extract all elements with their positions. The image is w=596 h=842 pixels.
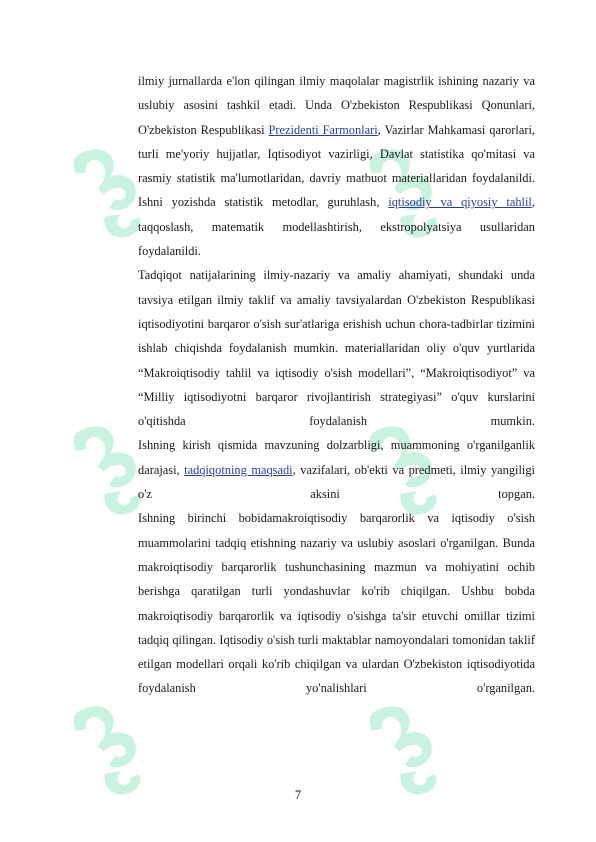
- text-span: , Vazirlar Mahkamasi qarorlari, turli me'yoriy hujjatlar, Iqtisodiyot vazirligi, Davlat statistika qo'mitasi va rasmiy statistik ma'lumotlaridan, davriy matbuot materiallaridan foydalanildi. Ishni yozishda statistik metodlar, guruhlash,: [138, 122, 535, 210]
- document-body: [138, 69, 535, 701]
- text-span: Ishning birinchi bobidamakroiqtisodiy barqarorlik va iqtisodiy o'sish muammolarini tadqiq etishning nazariy va uslubiy asoslari o'rganilgan. Bunda makroiqtisodiy barqarorlik tushunchasining mazmun va mohiyatini ochib berishga qaratilgan turli yondashuvlar ko'rib chiqilgan. Ushbu bobda makroiqtisodiy barqarorlik va iqtisodiy o'sishga ta'sir etuvchi omillar tizimi tadqiq qilingan. Iqtisodiy o'sish turli maktablar namoyondalari tomonidan taklif etilgan modellari orqali ko'rib chiqilgan va ulardan O'zbekiston iqtisodiyotida foydalanish yo'nalishlari o'rganilgan.: [138, 511, 535, 696]
- link-prezidenti-farmonlari[interactable]: Prezidenti Farmonlari: [268, 122, 378, 137]
- text-span: , taqqoslash, matematik modellashtirish, ekstropolyatsiya usullaridan foydalanildi.: [138, 195, 535, 259]
- paragraph-chapter-one: [138, 506, 535, 700]
- text-span: Tadqiqot natijalarining ilmiy-nazariy va amaliy ahamiyati, shundaki unda tavsiya etilgan ilmiy taklif va amaliy tavsiyalardan O'zbekiston Respublikasi iqtisodiyotini barqaror o'sish sur'atlariga erishish uchun chora-tadbirlar tizimini ishlab chiqishda foydalanish mumkin. materiallaridan oliy o'quv yurtlarida “Makroiqtisodiy tahlil va iqtisodiy o'sish modellari”, “Makroiqtisodiyot” va “Milliy iqtisodiyotni barqaror rivojlantirish strategiyasi” o'quv kurslarini o'qitishda foydalanish mumkin.: [138, 268, 535, 429]
- text-span: ilmiy jurnallarda e'lon qilingan ilmiy maqolalar magistrlik ishining nazariy va uslubiy asosini tashkil etadi. Unda O'zbekiston Respublikasi Qonunlari, O'zbekiston Respublikasi: [138, 74, 535, 137]
- text-span: , vazifalari, ob'ekti va predmeti, ilmiy yangiligi o'z aksini topgan.: [138, 462, 535, 502]
- paragraph-significance: [138, 263, 535, 433]
- paragraph-introduction: [138, 433, 535, 506]
- text-span: Ishning kirish qismida mavzuning dolzarbligi, muammoning o'rganilganlik darajasi,: [138, 438, 535, 477]
- paragraph-methods: [138, 69, 535, 263]
- link-tadqiqotning-maqsadi[interactable]: tadqiqotning maqsadi: [184, 462, 293, 477]
- page-number: 7: [294, 788, 302, 802]
- link-iqtisodiy-tahlil[interactable]: iqtisodiy va qiyosiy tahlil: [388, 195, 532, 210]
